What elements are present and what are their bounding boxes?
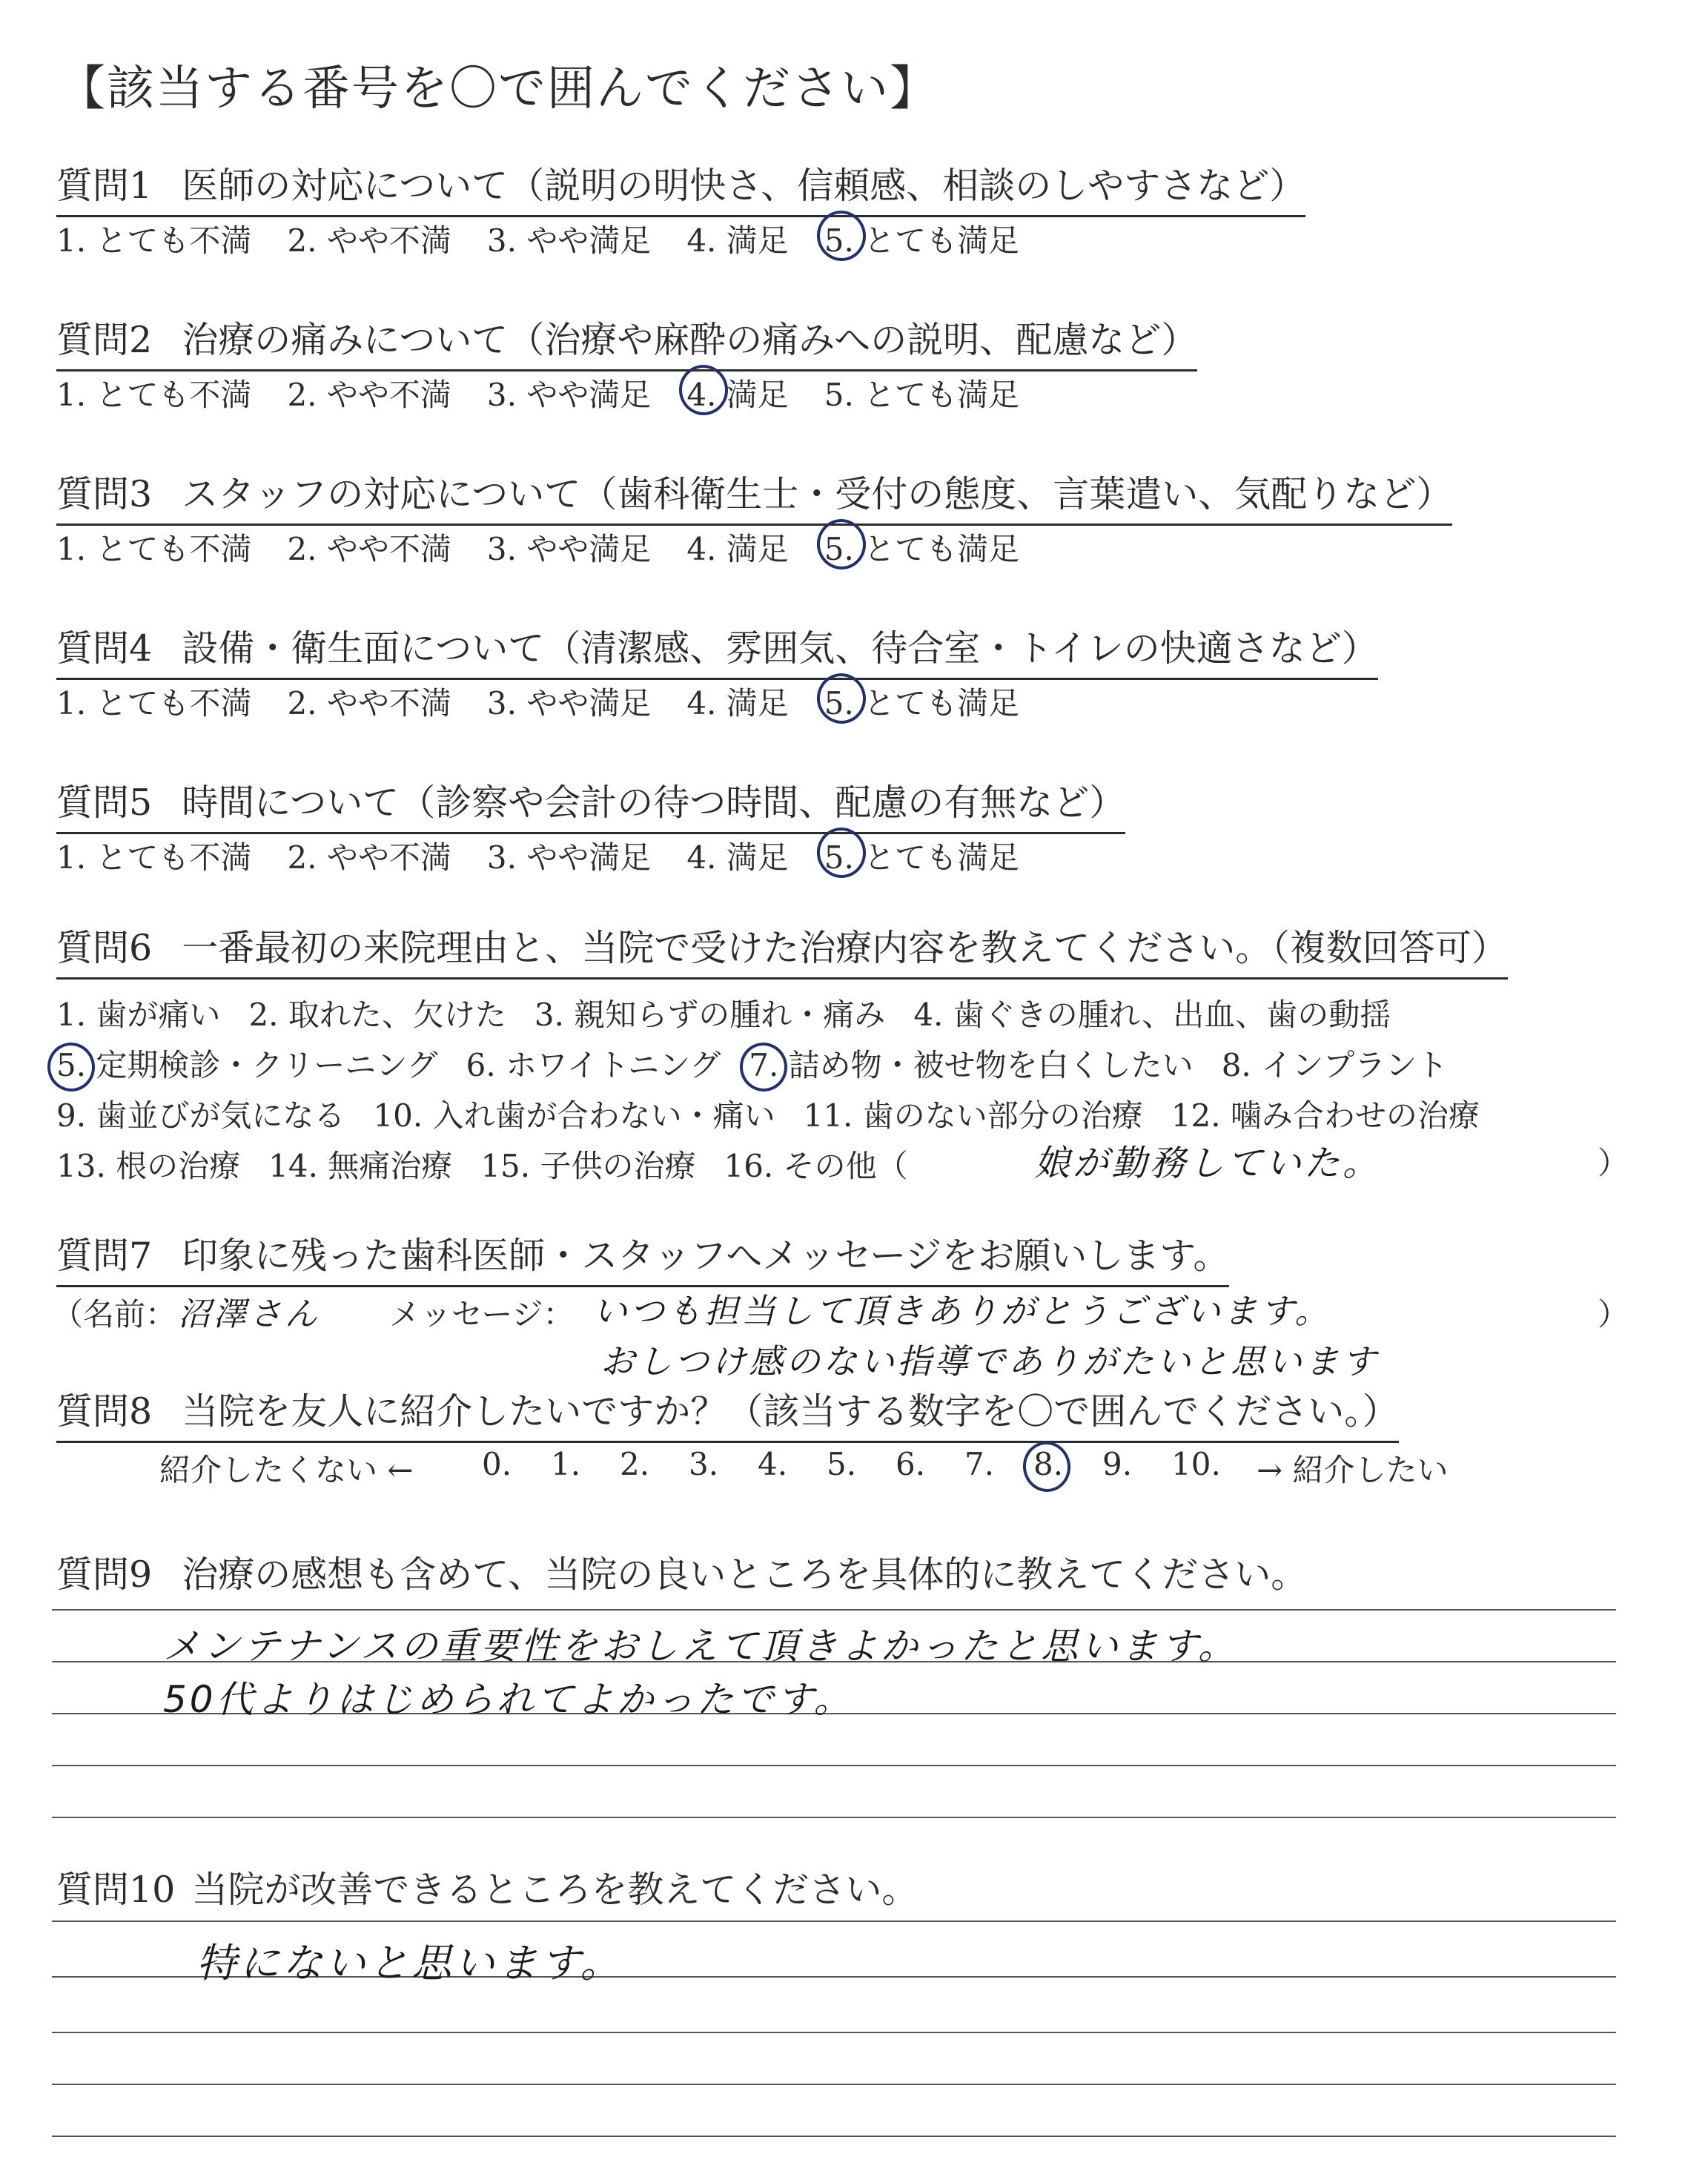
q5-option-2[interactable]: 2. やや不満 xyxy=(287,839,451,876)
q2-option-5[interactable]: 5. とても満足 xyxy=(824,377,1020,413)
q6-option-15[interactable]: 15. 子供の治療 xyxy=(480,1148,696,1184)
q2-option-2[interactable]: 2. やや不満 xyxy=(287,377,451,413)
q6-option-7[interactable]: 7. 詰め物・被せ物を白くしたい xyxy=(749,1047,1193,1083)
q6-selected-circle-5 xyxy=(44,1040,99,1094)
q2-heading xyxy=(56,311,1197,371)
q2-selected-circle xyxy=(676,362,732,419)
q10-rule-4 xyxy=(52,2084,1616,2085)
q8-heading xyxy=(56,1383,1399,1443)
q6-other-text: 娘が勤務していた。 xyxy=(1034,1143,1382,1184)
q4-option-1[interactable]: 1. とても不満 xyxy=(56,685,252,721)
q8-scale-10[interactable]: 10. xyxy=(1171,1446,1221,1482)
q4-option-4[interactable]: 4. 満足 xyxy=(686,685,789,721)
q5-label: 質問5 xyxy=(56,782,153,824)
q3-options xyxy=(56,525,1055,569)
q6-option-11[interactable]: 11. 歯のない部分の治療 xyxy=(803,1097,1143,1134)
q5-option-5[interactable]: 5. とても満足 xyxy=(824,833,1019,878)
q5-text: 時間について（診察や会計の待つ時間、配慮の有無など） xyxy=(182,782,1126,824)
q7-message-line1: いつも担当して頂きありがとうございます。 xyxy=(593,1291,1332,1331)
q6-option-6[interactable]: 6. ホワイトニング xyxy=(466,1047,721,1083)
q10-label: 質問10 xyxy=(56,1869,176,1911)
q4-option-3[interactable]: 3. やや満足 xyxy=(486,685,652,721)
q6-row-3 xyxy=(56,1091,1508,1136)
q4-option-2[interactable]: 2. やや不満 xyxy=(287,685,451,721)
q9-answer-line2: 50代よりはじめられてよかったです。 xyxy=(163,1678,854,1721)
q6-option-12[interactable]: 12. 噛み合わせの治療 xyxy=(1171,1097,1480,1134)
q1-options xyxy=(56,217,1055,261)
q9-text: 治療の感想も含めて、当院の良いところを具体的に教えてください。 xyxy=(182,1553,1308,1596)
q8-scale-9[interactable]: 9. xyxy=(1102,1446,1133,1482)
q7-name-value: 沼澤さん xyxy=(178,1295,320,1333)
q9-rule-4 xyxy=(52,1765,1616,1766)
q4-text: 設備・衛生面について（清潔感、雰囲気、待合室・トイレの快適さなど） xyxy=(182,627,1378,670)
q1-option-4[interactable]: 4. 満足 xyxy=(686,222,789,259)
q8-scale-2[interactable]: 2. xyxy=(620,1446,650,1482)
q6-label: 質問6 xyxy=(56,927,153,969)
q10-rule-3 xyxy=(52,2032,1616,2033)
q6-row-1 xyxy=(56,991,1419,1035)
q5-option-3[interactable]: 3. やや満足 xyxy=(486,839,652,876)
q6-option-10[interactable]: 10. 入れ歯が合わない・痛い xyxy=(373,1097,775,1134)
q7-text: 印象に残った歯科医師・スタッフへメッセージをお願いします。 xyxy=(182,1235,1230,1277)
q10-text: 当院が改善できるところを教えてください。 xyxy=(191,1869,918,1911)
q3-selected-circle xyxy=(813,516,869,573)
q6-option-16[interactable]: 16. その他（ xyxy=(724,1148,908,1184)
q8-scale-3[interactable]: 3. xyxy=(689,1446,719,1482)
q2-label: 質問2 xyxy=(56,319,153,361)
q1-option-5[interactable]: 5. とても満足 xyxy=(824,217,1019,261)
q10-rule-1 xyxy=(52,1920,1616,1922)
q1-label: 質問1 xyxy=(56,165,153,207)
q6-option-14[interactable]: 14. 無痛治療 xyxy=(268,1148,453,1184)
q1-heading xyxy=(56,157,1305,217)
q7-close-paren: ） xyxy=(1598,1296,1629,1332)
q9-label: 質問9 xyxy=(56,1553,153,1596)
q2-option-1[interactable]: 1. とても不満 xyxy=(56,377,252,413)
q6-row-2 xyxy=(56,1041,1476,1086)
q5-option-4[interactable]: 4. 満足 xyxy=(686,839,789,876)
q3-option-4[interactable]: 4. 満足 xyxy=(686,531,789,567)
q8-text: 当院を友人に紹介したいですか？（該当する数字を〇で囲んでください。） xyxy=(182,1390,1399,1433)
q4-label: 質問4 xyxy=(56,627,153,670)
q2-option-3[interactable]: 3. やや満足 xyxy=(486,377,652,413)
q8-scale-0[interactable]: 0. xyxy=(482,1446,512,1482)
q6-option-1[interactable]: 1. 歯が痛い xyxy=(56,997,221,1033)
q4-option-5[interactable]: 5. とても満足 xyxy=(824,679,1019,724)
q6-option-4[interactable]: 4. 歯ぐきの腫れ、出血、歯の動揺 xyxy=(913,997,1391,1033)
q1-option-3[interactable]: 3. やや満足 xyxy=(486,222,652,259)
q8-scale-4[interactable]: 4. xyxy=(758,1446,788,1482)
q3-option-3[interactable]: 3. やや満足 xyxy=(486,531,652,567)
q3-heading xyxy=(56,466,1452,526)
q6-option-3[interactable]: 3. 親知らずの腫れ・痛み xyxy=(534,997,886,1033)
q4-heading xyxy=(56,620,1378,680)
q8-left-label: 紹介したくない ← xyxy=(159,1452,414,1488)
q6-heading xyxy=(56,919,1508,980)
q8-scale-1[interactable]: 1. xyxy=(551,1446,581,1482)
q8-scale-6[interactable]: 6. xyxy=(896,1446,926,1482)
q5-selected-circle xyxy=(813,825,869,882)
q5-options xyxy=(56,833,1055,878)
q6-option-8[interactable]: 8. インプラント xyxy=(1221,1047,1449,1083)
q8-selected-circle xyxy=(1020,1439,1074,1495)
q10-answer-line1: 特にないと思います。 xyxy=(196,1940,623,1986)
q4-selected-circle xyxy=(813,670,869,727)
q6-option-13[interactable]: 13. 根の治療 xyxy=(56,1148,241,1184)
q4-options xyxy=(56,679,1055,724)
q6-text: 一番最初の来院理由と、当院で受けた治療内容を教えてください。（複数回答可） xyxy=(182,927,1508,969)
q7-name-label: （名前： xyxy=(52,1296,177,1332)
page-title: 【該当する番号を〇で囲んでください】 xyxy=(58,62,939,116)
q9-rule-5 xyxy=(52,1817,1616,1818)
q3-option-1[interactable]: 1. とても不満 xyxy=(56,531,252,567)
q3-label: 質問3 xyxy=(56,473,153,515)
q7-label: 質問7 xyxy=(56,1235,153,1277)
q8-scale-5[interactable]: 5. xyxy=(827,1446,857,1482)
q8-scale-7[interactable]: 7. xyxy=(964,1446,995,1482)
q1-selected-circle xyxy=(813,208,869,265)
q10-rule-5 xyxy=(52,2136,1616,2137)
q7-message-line2: おしつけ感のない指導でありがたいと思います xyxy=(600,1341,1379,1381)
q8-label: 質問8 xyxy=(56,1390,153,1433)
q3-option-5[interactable]: 5. とても満足 xyxy=(824,525,1019,569)
q1-option-1[interactable]: 1. とても不満 xyxy=(56,222,252,259)
q7-message-label: メッセージ： xyxy=(389,1296,575,1332)
q6-selected-circle-7 xyxy=(737,1040,791,1094)
q1-option-2[interactable]: 2. やや不満 xyxy=(287,222,451,259)
q5-heading xyxy=(56,774,1125,834)
q6-option-9[interactable]: 9. 歯並びが気になる xyxy=(56,1097,345,1134)
q10-heading xyxy=(56,1861,918,1913)
q3-option-2[interactable]: 2. やや不満 xyxy=(287,531,451,567)
q2-options xyxy=(56,371,1055,415)
q9-answer-line1: メンテナンスの重要性をおしえて頂きよかったと思います。 xyxy=(163,1625,1238,1668)
q5-option-1[interactable]: 1. とても不満 xyxy=(56,839,252,876)
q6-option-2[interactable]: 2. 取れた、欠けた xyxy=(248,997,506,1033)
q6-close-paren: ） xyxy=(1598,1145,1629,1181)
q3-text: スタッフの対応について（歯科衛生士・受付の態度、言葉遣い、気配りなど） xyxy=(182,473,1453,515)
q6-option-5[interactable]: 5. 定期検診・クリーニング xyxy=(56,1047,438,1083)
q7-heading xyxy=(56,1227,1229,1287)
q8-right-label: → 紹介したい xyxy=(1257,1452,1449,1488)
q2-text: 治療の痛みについて（治療や麻酔の痛みへの説明、配慮など） xyxy=(182,319,1198,361)
q8-scale-8[interactable]: 8. xyxy=(1033,1446,1063,1482)
q9-rule-1 xyxy=(52,1609,1616,1611)
q9-heading xyxy=(56,1546,1307,1598)
q6-row-4 xyxy=(56,1142,936,1186)
q1-text: 医師の対応について（説明の明快さ、信頼感、相談のしやすさなど） xyxy=(182,165,1306,207)
q2-option-4[interactable]: 4. 満足 xyxy=(686,371,788,415)
